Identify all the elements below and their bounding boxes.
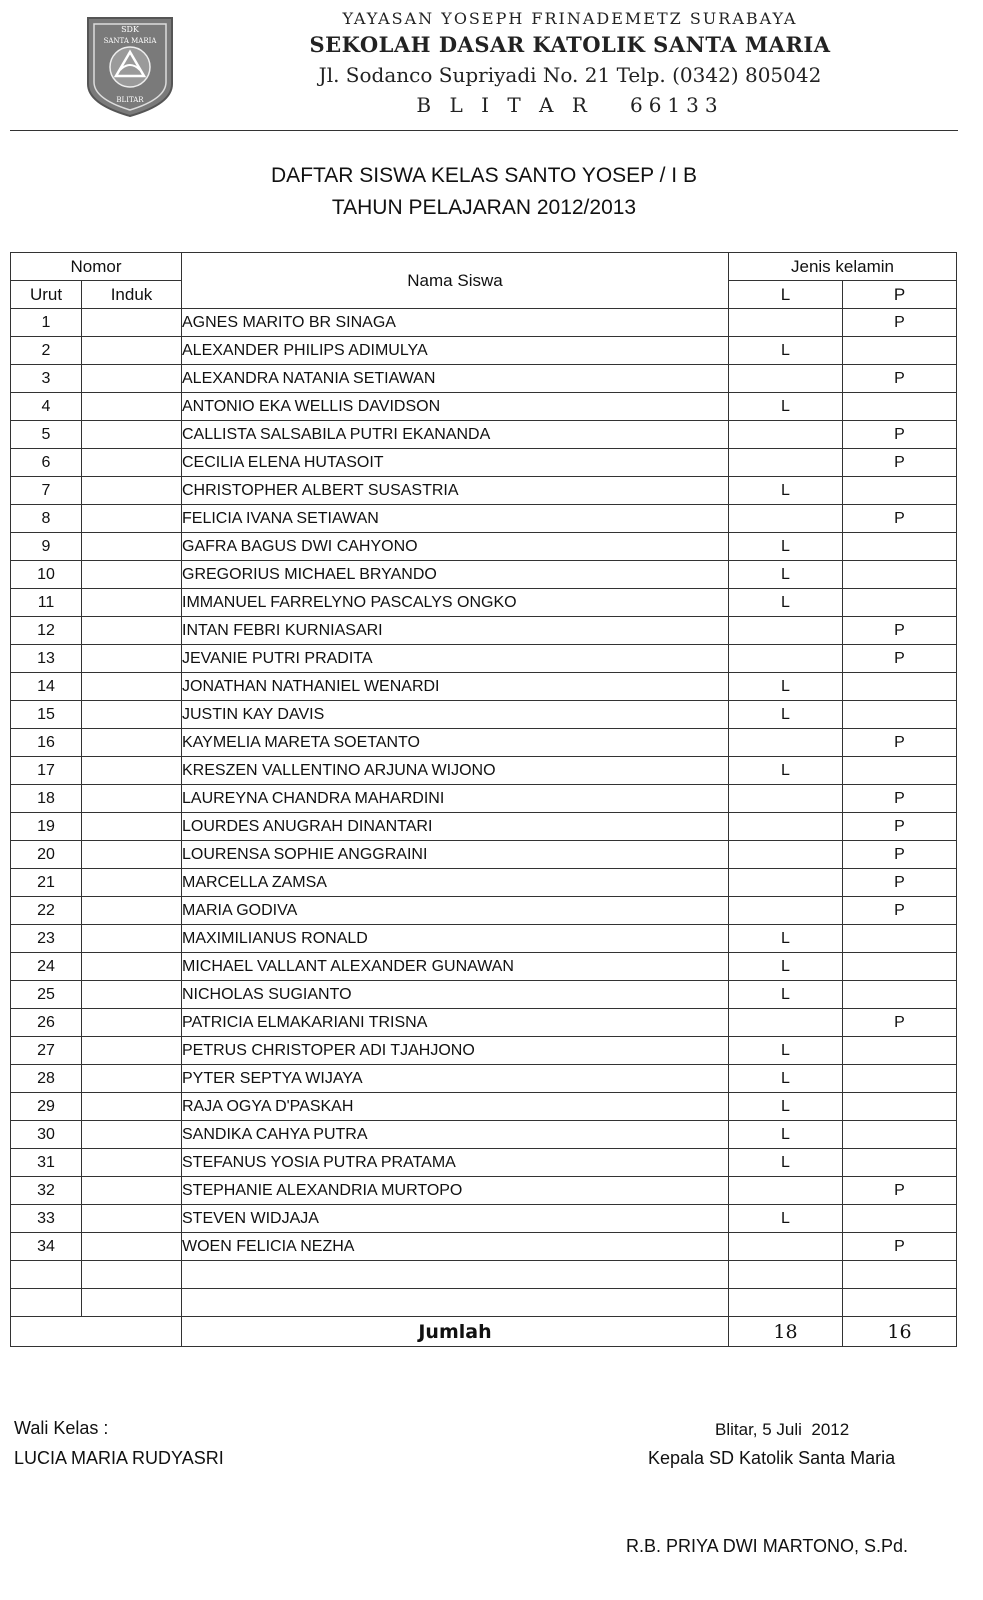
row-student-name: INTAN FEBRI KURNIASARI [182, 617, 729, 645]
row-gender-l: L [729, 337, 843, 365]
row-induk [82, 841, 182, 869]
row-gender-l: L [729, 981, 843, 1009]
row-gender-l: L [729, 589, 843, 617]
row-gender-p: P [843, 897, 957, 925]
row-urut: 7 [11, 477, 82, 505]
table-row [11, 981, 957, 1009]
table-row [11, 365, 957, 393]
row-induk [82, 953, 182, 981]
row-urut: 9 [11, 533, 82, 561]
row-induk [82, 533, 182, 561]
row-gender-l [729, 449, 843, 477]
row-gender-p: P [843, 449, 957, 477]
row-student-name: KAYMELIA MARETA SOETANTO [182, 729, 729, 757]
row-urut: 21 [11, 869, 82, 897]
row-gender-l: L [729, 701, 843, 729]
table-row [11, 925, 957, 953]
row-induk [82, 589, 182, 617]
header-l: L [729, 281, 843, 309]
row-student-name: WOEN FELICIA NEZHA [182, 1233, 729, 1261]
row-induk [82, 1261, 182, 1289]
row-student-name: STEFANUS YOSIA PUTRA PRATAMA [182, 1149, 729, 1177]
row-induk [82, 337, 182, 365]
row-gender-l: L [729, 757, 843, 785]
row-gender-p [843, 757, 957, 785]
row-student-name: JONATHAN NATHANIEL WENARDI [182, 673, 729, 701]
row-gender-p [843, 1149, 957, 1177]
row-gender-l: L [729, 1037, 843, 1065]
table-row [11, 953, 957, 981]
row-gender-p [843, 589, 957, 617]
row-urut: 19 [11, 813, 82, 841]
row-gender-l: L [729, 673, 843, 701]
table-row [11, 645, 957, 673]
row-gender-l: L [729, 925, 843, 953]
table-row [11, 701, 957, 729]
table-row [11, 505, 957, 533]
row-urut: 15 [11, 701, 82, 729]
table-row [11, 421, 957, 449]
wali-kelas-name: LUCIA MARIA RUDYASRI [14, 1448, 224, 1468]
row-gender-l: L [729, 953, 843, 981]
row-gender-p: P [843, 365, 957, 393]
row-gender-l [729, 897, 843, 925]
row-student-name: JEVANIE PUTRI PRADITA [182, 645, 729, 673]
table-row [11, 1177, 957, 1205]
school-name: SEKOLAH DASAR KATOLIK SANTA MARIA [309, 32, 831, 57]
row-urut: 26 [11, 1009, 82, 1037]
row-induk [82, 897, 182, 925]
row-gender-l: L [729, 1121, 843, 1149]
row-induk [82, 729, 182, 757]
wali-kelas-label: Wali Kelas : [14, 1418, 109, 1438]
row-gender-p: P [843, 841, 957, 869]
table-row [11, 617, 957, 645]
row-gender-p: P [843, 869, 957, 897]
table-row [11, 785, 957, 813]
row-gender-p: P [843, 1177, 957, 1205]
logo-blitar-text: BLITAR [116, 96, 144, 104]
row-induk [82, 925, 182, 953]
row-gender-l: L [729, 1093, 843, 1121]
row-gender-l [729, 617, 843, 645]
row-student-name: STEVEN WIDJAJA [182, 1205, 729, 1233]
row-urut: 5 [11, 421, 82, 449]
row-gender-l: L [729, 1149, 843, 1177]
table-row [11, 1205, 957, 1233]
row-student-name: ALEXANDRA NATANIA SETIAWAN [182, 365, 729, 393]
row-gender-p: P [843, 813, 957, 841]
table-row [11, 869, 957, 897]
total-l: 18 [729, 1317, 843, 1347]
row-gender-l [729, 1233, 843, 1261]
row-urut: 34 [11, 1233, 82, 1261]
row-induk [82, 785, 182, 813]
row-urut: 3 [11, 365, 82, 393]
row-urut: 29 [11, 1093, 82, 1121]
row-urut: 23 [11, 925, 82, 953]
row-gender-p [843, 673, 957, 701]
row-gender-p: P [843, 729, 957, 757]
row-gender-p: P [843, 309, 957, 337]
row-student-name: MAXIMILIANUS RONALD [182, 925, 729, 953]
table-row [11, 1149, 957, 1177]
row-gender-l [729, 841, 843, 869]
row-induk [82, 645, 182, 673]
row-gender-p [843, 477, 957, 505]
row-urut: 6 [11, 449, 82, 477]
row-urut: 12 [11, 617, 82, 645]
row-gender-l [729, 729, 843, 757]
row-gender-l: L [729, 393, 843, 421]
row-gender-p [843, 393, 957, 421]
kepala-sekolah-label: Kepala SD Katolik Santa Maria [648, 1448, 896, 1468]
row-student-name: ANTONIO EKA WELLIS DAVIDSON [182, 393, 729, 421]
row-gender-p [843, 925, 957, 953]
row-student-name: CECILIA ELENA HUTASOIT [182, 449, 729, 477]
table-header-row-1 [11, 253, 957, 281]
row-gender-l [729, 1289, 843, 1317]
row-gender-p: P [843, 645, 957, 673]
total-p: 16 [843, 1317, 957, 1347]
row-urut: 17 [11, 757, 82, 785]
row-induk [82, 505, 182, 533]
row-gender-l [729, 421, 843, 449]
row-induk [82, 1149, 182, 1177]
table-row [11, 841, 957, 869]
row-induk [82, 1177, 182, 1205]
row-gender-l [729, 365, 843, 393]
row-gender-p [843, 1093, 957, 1121]
table-row [11, 1233, 957, 1261]
row-gender-l [729, 813, 843, 841]
row-induk [82, 449, 182, 477]
row-student-name: NICHOLAS SUGIANTO [182, 981, 729, 1009]
row-gender-p [843, 1037, 957, 1065]
table-row [11, 1261, 957, 1289]
table-row [11, 477, 957, 505]
school-city: B L I T A R 66133 [416, 93, 724, 117]
table-row [11, 337, 957, 365]
row-induk [82, 1065, 182, 1093]
row-student-name: KRESZEN VALLENTINO ARJUNA WIJONO [182, 757, 729, 785]
row-induk [82, 869, 182, 897]
row-student-name: ALEXANDER PHILIPS ADIMULYA [182, 337, 729, 365]
row-gender-p: P [843, 421, 957, 449]
row-student-name: LOURENSA SOPHIE ANGGRAINI [182, 841, 729, 869]
row-induk [82, 701, 182, 729]
row-gender-l: L [729, 477, 843, 505]
row-student-name: CHRISTOPHER ALBERT SUSASTRIA [182, 477, 729, 505]
row-induk [82, 561, 182, 589]
row-student-name: MARIA GODIVA [182, 897, 729, 925]
row-induk [82, 309, 182, 337]
row-urut: 10 [11, 561, 82, 589]
row-gender-p [843, 561, 957, 589]
row-urut: 2 [11, 337, 82, 365]
row-gender-l [729, 1009, 843, 1037]
row-student-name: STEPHANIE ALEXANDRIA MURTOPO [182, 1177, 729, 1205]
row-urut: 31 [11, 1149, 82, 1177]
row-urut: 4 [11, 393, 82, 421]
row-induk [82, 617, 182, 645]
row-induk [82, 477, 182, 505]
row-urut: 30 [11, 1121, 82, 1149]
header-jenis-kelamin: Jenis kelamin [729, 253, 957, 281]
place-date: Blitar, 5 Juli 2012 [715, 1420, 850, 1439]
row-urut: 28 [11, 1065, 82, 1093]
row-gender-l [729, 1261, 843, 1289]
title-line-2: TAHUN PELAJARAN 2012/2013 [331, 196, 637, 219]
row-induk [82, 393, 182, 421]
row-induk [82, 365, 182, 393]
row-gender-l: L [729, 1065, 843, 1093]
row-induk [82, 1093, 182, 1121]
school-address: Jl. Sodanco Supriyadi No. 21 Telp. (0342) 805042 [318, 63, 822, 87]
row-student-name: MARCELLA ZAMSA [182, 869, 729, 897]
header-nama-siswa: Nama Siswa [182, 253, 729, 309]
row-student-name: LOURDES ANUGRAH DINANTARI [182, 813, 729, 841]
school-logo [84, 12, 176, 120]
row-induk [82, 1289, 182, 1317]
row-student-name: GREGORIUS MICHAEL BRYANDO [182, 561, 729, 589]
row-urut [11, 1289, 82, 1317]
row-student-name: PATRICIA ELMAKARIANI TRISNA [182, 1009, 729, 1037]
row-urut: 11 [11, 589, 82, 617]
header-urut: Urut [11, 281, 82, 309]
row-gender-p [843, 1289, 957, 1317]
logo-santa-maria-text: SANTA MARIA [103, 37, 157, 45]
row-gender-p: P [843, 1233, 957, 1261]
row-gender-l [729, 869, 843, 897]
row-gender-p: P [843, 785, 957, 813]
row-student-name: PETRUS CHRISTOPER ADI TJAHJONO [182, 1037, 729, 1065]
row-urut: 24 [11, 953, 82, 981]
row-induk [82, 1233, 182, 1261]
table-row [11, 813, 957, 841]
row-induk [82, 813, 182, 841]
row-student-name: JUSTIN KAY DAVIS [182, 701, 729, 729]
row-gender-l [729, 309, 843, 337]
table-row [11, 561, 957, 589]
table-row [11, 1289, 957, 1317]
row-induk [82, 421, 182, 449]
header-nomor: Nomor [11, 253, 182, 281]
row-urut: 13 [11, 645, 82, 673]
row-student-name [182, 1261, 729, 1289]
row-gender-p: P [843, 505, 957, 533]
row-urut: 22 [11, 897, 82, 925]
table-row [11, 1037, 957, 1065]
table-row [11, 1065, 957, 1093]
total-row [11, 1317, 957, 1347]
table-row [11, 1009, 957, 1037]
table-row [11, 897, 957, 925]
row-student-name: RAJA OGYA D'PASKAH [182, 1093, 729, 1121]
row-gender-l: L [729, 1205, 843, 1233]
row-gender-p [843, 1261, 957, 1289]
letterhead [0, 0, 983, 134]
row-induk [82, 1121, 182, 1149]
row-gender-p [843, 1065, 957, 1093]
row-student-name [182, 1289, 729, 1317]
row-gender-p [843, 701, 957, 729]
row-urut: 18 [11, 785, 82, 813]
row-student-name: CALLISTA SALSABILA PUTRI EKANANDA [182, 421, 729, 449]
kepala-sekolah-name: R.B. PRIYA DWI MARTONO, S.Pd. [626, 1536, 909, 1556]
student-table [10, 252, 957, 1347]
table-row [11, 757, 957, 785]
row-urut: 16 [11, 729, 82, 757]
row-gender-p [843, 953, 957, 981]
row-student-name: PYTER SEPTYA WIJAYA [182, 1065, 729, 1093]
row-student-name: GAFRA BAGUS DWI CAHYONO [182, 533, 729, 561]
row-gender-p [843, 1205, 957, 1233]
header-divider [10, 130, 958, 131]
row-gender-l [729, 1177, 843, 1205]
row-gender-l [729, 645, 843, 673]
table-row [11, 393, 957, 421]
row-gender-p [843, 533, 957, 561]
document-title [0, 160, 968, 224]
row-gender-l [729, 785, 843, 813]
total-label: Jumlah [182, 1317, 729, 1347]
row-gender-l: L [729, 533, 843, 561]
table-row [11, 673, 957, 701]
row-student-name: AGNES MARITO BR SINAGA [182, 309, 729, 337]
row-urut: 20 [11, 841, 82, 869]
row-student-name: MICHAEL VALLANT ALEXANDER GUNAWAN [182, 953, 729, 981]
row-induk [82, 1037, 182, 1065]
row-gender-l: L [729, 561, 843, 589]
row-induk [82, 1205, 182, 1233]
table-row [11, 449, 957, 477]
row-urut: 27 [11, 1037, 82, 1065]
row-student-name: LAUREYNA CHANDRA MAHARDINI [182, 785, 729, 813]
title-line-1: DAFTAR SISWA KELAS SANTO YOSEP / I B [271, 164, 697, 187]
header-induk: Induk [82, 281, 182, 309]
row-urut: 8 [11, 505, 82, 533]
row-urut: 14 [11, 673, 82, 701]
total-empty-cell [11, 1317, 182, 1347]
row-gender-p [843, 981, 957, 1009]
table-row [11, 309, 957, 337]
row-induk [82, 981, 182, 1009]
row-induk [82, 757, 182, 785]
row-gender-p: P [843, 1009, 957, 1037]
foundation-name: YAYASAN YOSEPH FRINADEMETZ SURABAYA [342, 9, 798, 28]
row-urut: 32 [11, 1177, 82, 1205]
row-gender-l [729, 505, 843, 533]
row-gender-p: P [843, 617, 957, 645]
row-induk [82, 673, 182, 701]
row-student-name: FELICIA IVANA SETIAWAN [182, 505, 729, 533]
row-induk [82, 1009, 182, 1037]
table-row [11, 1093, 957, 1121]
row-gender-p [843, 1121, 957, 1149]
table-row [11, 589, 957, 617]
table-row [11, 533, 957, 561]
row-gender-p [843, 337, 957, 365]
row-urut: 25 [11, 981, 82, 1009]
header-p: P [843, 281, 957, 309]
logo-sdk-text: SDK [121, 25, 139, 34]
row-urut: 1 [11, 309, 82, 337]
row-student-name: SANDIKA CAHYA PUTRA [182, 1121, 729, 1149]
row-urut: 33 [11, 1205, 82, 1233]
table-row [11, 729, 957, 757]
row-student-name: IMMANUEL FARRELYNO PASCALYS ONGKO [182, 589, 729, 617]
row-urut [11, 1261, 82, 1289]
table-row [11, 1121, 957, 1149]
